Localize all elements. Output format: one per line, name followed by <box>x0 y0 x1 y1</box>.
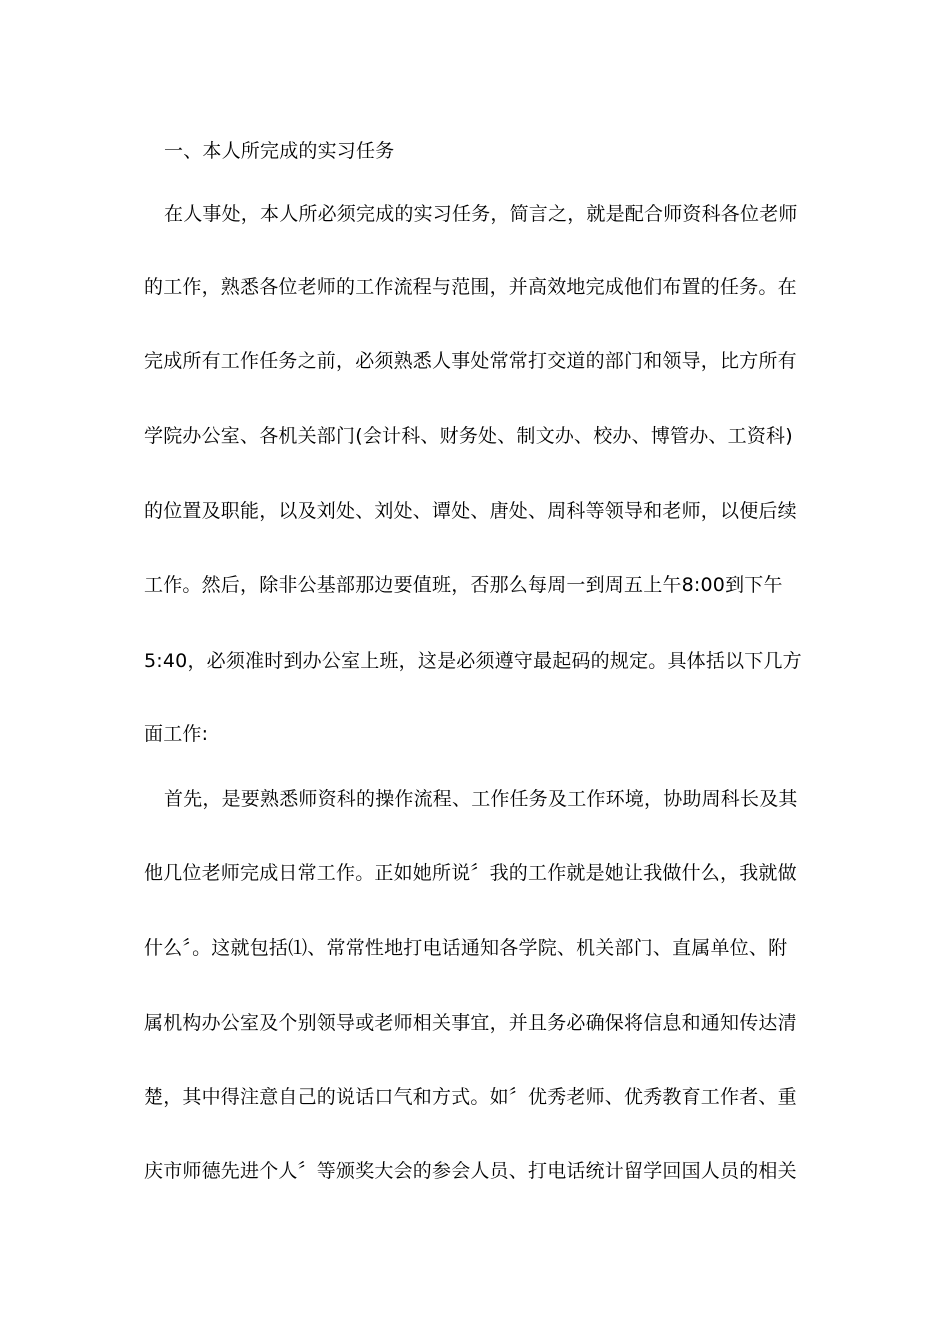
paragraph-line: 学院办公室、各机关部门(会计科、财务处、制文办、校办、博管办、工资科) <box>144 425 793 447</box>
paragraph-line: 楚，其中得注意自己的说话口气和方式。如〞优秀老师、优秀教育工作者、重 <box>144 1086 797 1108</box>
paragraph-line: 面工作: <box>144 723 209 745</box>
paragraph-line: 首先，是要熟悉师资科的操作流程、工作任务及工作环境，协助周科长及其 <box>164 788 798 810</box>
paragraph-line: 在人事处，本人所必须完成的实习任务，简言之，就是配合师资科各位老师 <box>164 203 798 225</box>
paragraph-line: 他几位老师完成日常工作。正如她所说〞我的工作就是她让我做什么，我就做 <box>144 862 797 884</box>
paragraph-line: 的位置及职能，以及刘处、刘处、谭处、唐处、周科等领导和老师，以便后续 <box>144 500 797 522</box>
paragraph-line: 5:40，必须准时到办公室上班，这是必须遵守最起码的规定。具体括以下几方 <box>144 650 802 672</box>
paragraph-line: 工作。然后，除非公基部那边要值班，否那么每周一到周五上午8:00到下午 <box>144 574 783 596</box>
paragraph-line: 的工作，熟悉各位老师的工作流程与范围，并高效地完成他们布置的任务。在 <box>144 276 797 298</box>
paragraph-line: 什么〞。这就包括⑴、常常性地打电话通知各学院、机关部门、直属单位、附 <box>144 937 788 959</box>
paragraph-line: 属机构办公室及个别领导或老师相关事宜，并且务必确保将信息和通知传达清 <box>144 1012 797 1034</box>
paragraph-line: 完成所有工作任务之前，必须熟悉人事处常常打交道的部门和领导，比方所有 <box>144 350 797 372</box>
paragraph-line: 庆市师德先进个人〞等颁奖大会的参会人员、打电话统计留学回国人员的相关 <box>144 1160 797 1182</box>
section-heading: 一、本人所完成的实习任务 <box>164 140 395 162</box>
